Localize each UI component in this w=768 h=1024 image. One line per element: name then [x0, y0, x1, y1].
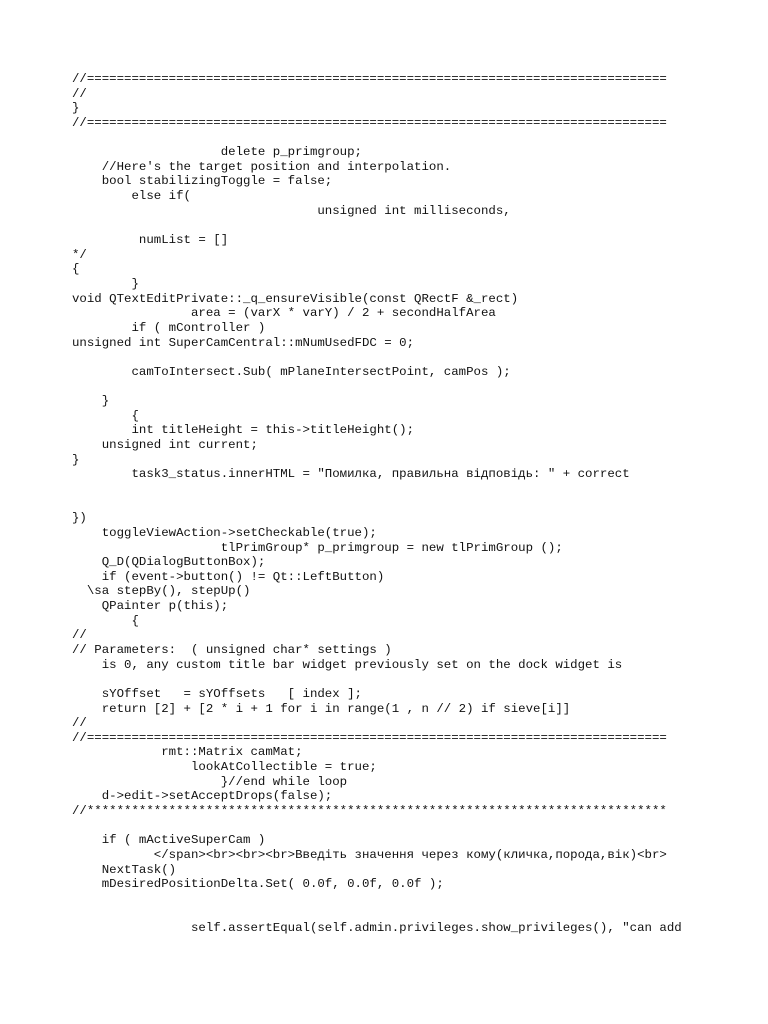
code-line: self.assertEqual(self.admin.privileges.show_privileges(), "can add [72, 921, 682, 936]
code-line [72, 482, 682, 497]
code-line: task3_status.innerHTML = "Помилка, правильна відповідь: " + correct [72, 467, 630, 482]
code-line: */ [72, 247, 87, 262]
code-line: area = (varX * varY) / 2 + secondHalfArea [72, 306, 496, 321]
code-line: if ( mController ) [72, 320, 266, 335]
code-document [72, 72, 682, 936]
code-line: bool stabilizingToggle = false; [72, 174, 333, 189]
code-line [72, 907, 682, 922]
code-line: // [72, 716, 87, 731]
code-line: unsigned int milliseconds, [72, 203, 511, 218]
code-line: unsigned int current; [72, 438, 258, 453]
code-line: int titleHeight = this->titleHeight(); [72, 423, 415, 438]
code-line: rmt::Matrix camMat; [72, 745, 303, 760]
code-line: tlPrimGroup* p_primgroup = new tlPrimGroup (); [72, 540, 563, 555]
code-line: is 0, any custom title bar widget previously set on the dock widget is [72, 657, 623, 672]
code-line: mDesiredPositionDelta.Set( 0.0f, 0.0f, 0.0f ); [72, 877, 444, 892]
code-line: //============================================================================== [72, 730, 667, 745]
code-line: { [72, 262, 80, 277]
code-line: //****************************************************************************** [72, 804, 667, 819]
code-line: \sa stepBy(), stepUp() [72, 584, 251, 599]
code-line: //Here's the target position and interpolation. [72, 159, 452, 174]
code-line: }//end while loop [72, 774, 348, 789]
code-line: camToIntersect.Sub( mPlaneIntersectPoint, camPos ); [72, 364, 511, 379]
code-line: NextTask() [72, 862, 177, 877]
code-line: } [72, 394, 110, 409]
code-line [72, 350, 682, 365]
code-line: //============================================================================== [72, 115, 667, 130]
code-line: { [72, 408, 139, 423]
code-line: if ( mActiveSuperCam ) [72, 833, 266, 848]
code-line: } [72, 101, 80, 116]
code-line [72, 819, 682, 834]
code-line [72, 497, 682, 512]
code-line: sYOffset = sYOffsets [ index ]; [72, 686, 362, 701]
code-line: unsigned int SuperCamCentral::mNumUsedFDC = 0; [72, 335, 415, 350]
code-line: d->edit->setAcceptDrops(false); [72, 789, 333, 804]
code-line: // [72, 628, 87, 643]
code-line: QPainter p(this); [72, 599, 229, 614]
code-line: void QTextEditPrivate::_q_ensureVisible(const QRectF &_rect) [72, 291, 519, 306]
code-line: // [72, 86, 87, 101]
code-line: return [2] + [2 * i + 1 for i in range(1 , n // 2) if sieve[i]] [72, 701, 571, 716]
code-line: else if( [72, 189, 191, 204]
code-line: numList = [] [72, 233, 229, 248]
code-line: } [72, 452, 80, 467]
code-line: toggleViewAction->setCheckable(true); [72, 525, 377, 540]
code-line: // Parameters: ( unsigned char* settings ) [72, 642, 392, 657]
code-line: } [72, 276, 139, 291]
code-line: Q_D(QDialogButtonBox); [72, 555, 266, 570]
code-line: if (event->button() != Qt::LeftButton) [72, 569, 385, 584]
code-line: //============================================================================== [72, 72, 667, 86]
code-line [72, 218, 682, 233]
code-line [72, 892, 682, 907]
code-line [72, 379, 682, 394]
code-line [72, 131, 682, 146]
code-line: lookAtCollectible = true; [72, 760, 377, 775]
code-line: { [72, 613, 139, 628]
code-line: delete p_primgroup; [72, 145, 362, 160]
code-line: }) [72, 511, 87, 526]
code-line: </span><br><br><br>Введіть значення через кому(кличка,порода,вік)<br> [72, 847, 667, 862]
code-line [72, 672, 682, 687]
